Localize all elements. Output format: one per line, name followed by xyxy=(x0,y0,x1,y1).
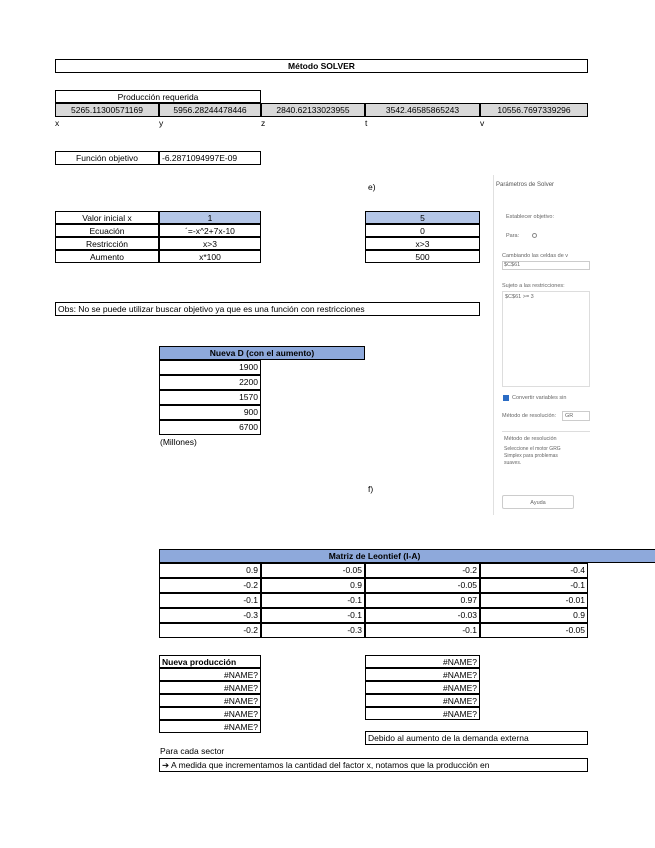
title-cell[interactable] xyxy=(55,59,588,73)
param-ecuacion-value[interactable]: ´=-x^2+7x-10 xyxy=(159,224,261,237)
nueva-d-value-4[interactable]: 900 xyxy=(159,405,261,420)
nueva-d-header[interactable]: Nueva D (con el aumento) xyxy=(159,346,365,360)
leontief-cell[interactable]: 0.97 xyxy=(365,593,480,608)
leontief-cell[interactable]: 0.9 xyxy=(261,578,365,593)
var-z-label: z xyxy=(261,118,266,128)
nueva-produccion-result-cell[interactable]: #NAME? xyxy=(365,694,480,707)
nueva-d-value-1[interactable]: 1900 xyxy=(159,360,261,375)
param-restriccion-value[interactable]: x>3 xyxy=(159,237,261,250)
leontief-cell[interactable]: -0.03 xyxy=(365,608,480,623)
var-y-label: y xyxy=(159,118,164,128)
leontief-cell[interactable]: -0.01 xyxy=(480,593,588,608)
conclusion-note[interactable]: ➔ A medida que incrementamos la cantidad del factor x, notamos que la producción en xyxy=(159,758,588,772)
leontief-cell[interactable]: -0.1 xyxy=(365,623,480,638)
result-aumento[interactable]: 500 xyxy=(365,250,480,263)
nueva-produccion-result-cell[interactable]: #NAME? xyxy=(365,668,480,681)
leontief-cell[interactable]: -0.05 xyxy=(480,623,588,638)
nueva-d-value-2[interactable]: 2200 xyxy=(159,375,261,390)
nueva-d-value-3[interactable]: 1570 xyxy=(159,390,261,405)
prod-t-value[interactable]: 3542.46585865243 xyxy=(365,103,480,117)
solver-changing-cells-label: Cambiando las celdas de v xyxy=(502,253,569,259)
leontief-cell[interactable]: 0.9 xyxy=(480,608,588,623)
prod-x-value[interactable]: 5265.11300571169 xyxy=(55,103,159,117)
solver-dialog-title: Parámetros de Solver xyxy=(496,182,555,188)
section-f-label: f) xyxy=(368,484,374,494)
leontief-cell[interactable]: -0.1 xyxy=(480,578,588,593)
nueva-produccion-result-cell[interactable]: #NAME? xyxy=(365,681,480,694)
param-label-restriccion[interactable]: Restricción xyxy=(55,237,159,250)
leontief-cell[interactable]: -0.4 xyxy=(480,563,588,578)
var-t-label: t xyxy=(365,118,368,128)
nueva-produccion-cell[interactable]: #NAME? xyxy=(159,720,261,733)
prod-y-value[interactable]: 5956.28244478446 xyxy=(159,103,261,117)
leontief-cell[interactable]: -0.05 xyxy=(261,563,365,578)
leontief-cell[interactable]: -0.3 xyxy=(159,608,261,623)
param-label-ecuacion[interactable]: Ecuación xyxy=(55,224,159,237)
solver-para-label: Para: xyxy=(506,233,520,239)
produccion-header[interactable]: Producción requerida xyxy=(55,90,261,103)
demanda-note[interactable]: Debido al aumento de la demanda externa xyxy=(365,731,588,745)
var-x-label: x xyxy=(55,118,60,128)
solver-method-description: Método de resolución Seleccione el motor GRG Simplex para problemas suaves. xyxy=(502,431,590,479)
nueva-produccion-cell[interactable]: #NAME? xyxy=(159,707,261,720)
section-e-label: e) xyxy=(368,182,376,192)
leontief-cell[interactable]: -0.1 xyxy=(159,593,261,608)
solver-help-button[interactable]: Ayuda xyxy=(502,495,574,509)
nueva-d-value-5[interactable]: 6700 xyxy=(159,420,261,435)
solver-dialog[interactable] xyxy=(493,175,589,515)
leontief-cell[interactable]: -0.2 xyxy=(159,578,261,593)
param-label-valor-inicial[interactable]: Valor inicial x xyxy=(55,211,159,224)
param-valor-inicial-value[interactable]: 1 xyxy=(159,211,261,224)
obs-note[interactable]: Obs: No se puede utilizar buscar objetivo ya que es una función con restricciones xyxy=(55,302,480,316)
leontief-cell[interactable]: -0.2 xyxy=(159,623,261,638)
solver-max-radio[interactable] xyxy=(532,233,537,238)
solver-changing-cells-input[interactable]: $C$61 xyxy=(502,261,590,270)
solver-method-label: Método de resolución: xyxy=(502,413,557,419)
var-v-label: v xyxy=(480,118,485,128)
nueva-produccion-cell[interactable]: #NAME? xyxy=(159,668,261,681)
nueva-d-unit: (Millones) xyxy=(160,437,197,447)
leontief-header[interactable]: Matriz de Leontief (I-A) xyxy=(159,549,655,563)
solver-constraints-list[interactable]: $C$61 >= 3 xyxy=(502,291,590,387)
nueva-produccion-cell[interactable]: #NAME? xyxy=(159,694,261,707)
param-aumento-value[interactable]: x*100 xyxy=(159,250,261,263)
nueva-produccion-result-cell[interactable]: #NAME? xyxy=(365,655,480,668)
leontief-cell[interactable]: -0.1 xyxy=(261,593,365,608)
result-valor-x[interactable]: 5 xyxy=(365,211,480,224)
nueva-produccion-header[interactable]: Nueva producción xyxy=(159,655,261,668)
solver-method-select[interactable]: GR xyxy=(562,411,590,421)
leontief-cell[interactable]: -0.1 xyxy=(261,608,365,623)
nueva-produccion-result-cell[interactable]: #NAME? xyxy=(365,707,480,720)
leontief-cell[interactable]: -0.3 xyxy=(261,623,365,638)
param-label-aumento[interactable]: Aumento xyxy=(55,250,159,263)
nueva-produccion-cell[interactable]: #NAME? xyxy=(159,681,261,694)
solver-checkbox-label: Convertir variables sin xyxy=(512,395,567,401)
funcion-objetivo-label[interactable]: Función objetivo xyxy=(55,151,159,165)
result-restriccion[interactable]: x>3 xyxy=(365,237,480,250)
leontief-cell[interactable]: 0.9 xyxy=(159,563,261,578)
solver-checkbox[interactable] xyxy=(503,395,509,401)
prod-z-value[interactable]: 2840.62133023955 xyxy=(261,103,365,117)
prod-v-value[interactable]: 10556.7697339296 xyxy=(480,103,588,117)
para-cada-sector: Para cada sector xyxy=(160,746,225,756)
leontief-cell[interactable]: -0.2 xyxy=(365,563,480,578)
funcion-objetivo-value[interactable]: -6.2871094997E-09 xyxy=(159,151,261,165)
solver-constraints-label: Sujeto a las restricciones: xyxy=(502,283,565,289)
page-title: Método SOLVER xyxy=(288,61,355,71)
solver-objective-label: Establecer objetivo: xyxy=(506,214,554,220)
result-ecuacion[interactable]: 0 xyxy=(365,224,480,237)
leontief-cell[interactable]: -0.05 xyxy=(365,578,480,593)
